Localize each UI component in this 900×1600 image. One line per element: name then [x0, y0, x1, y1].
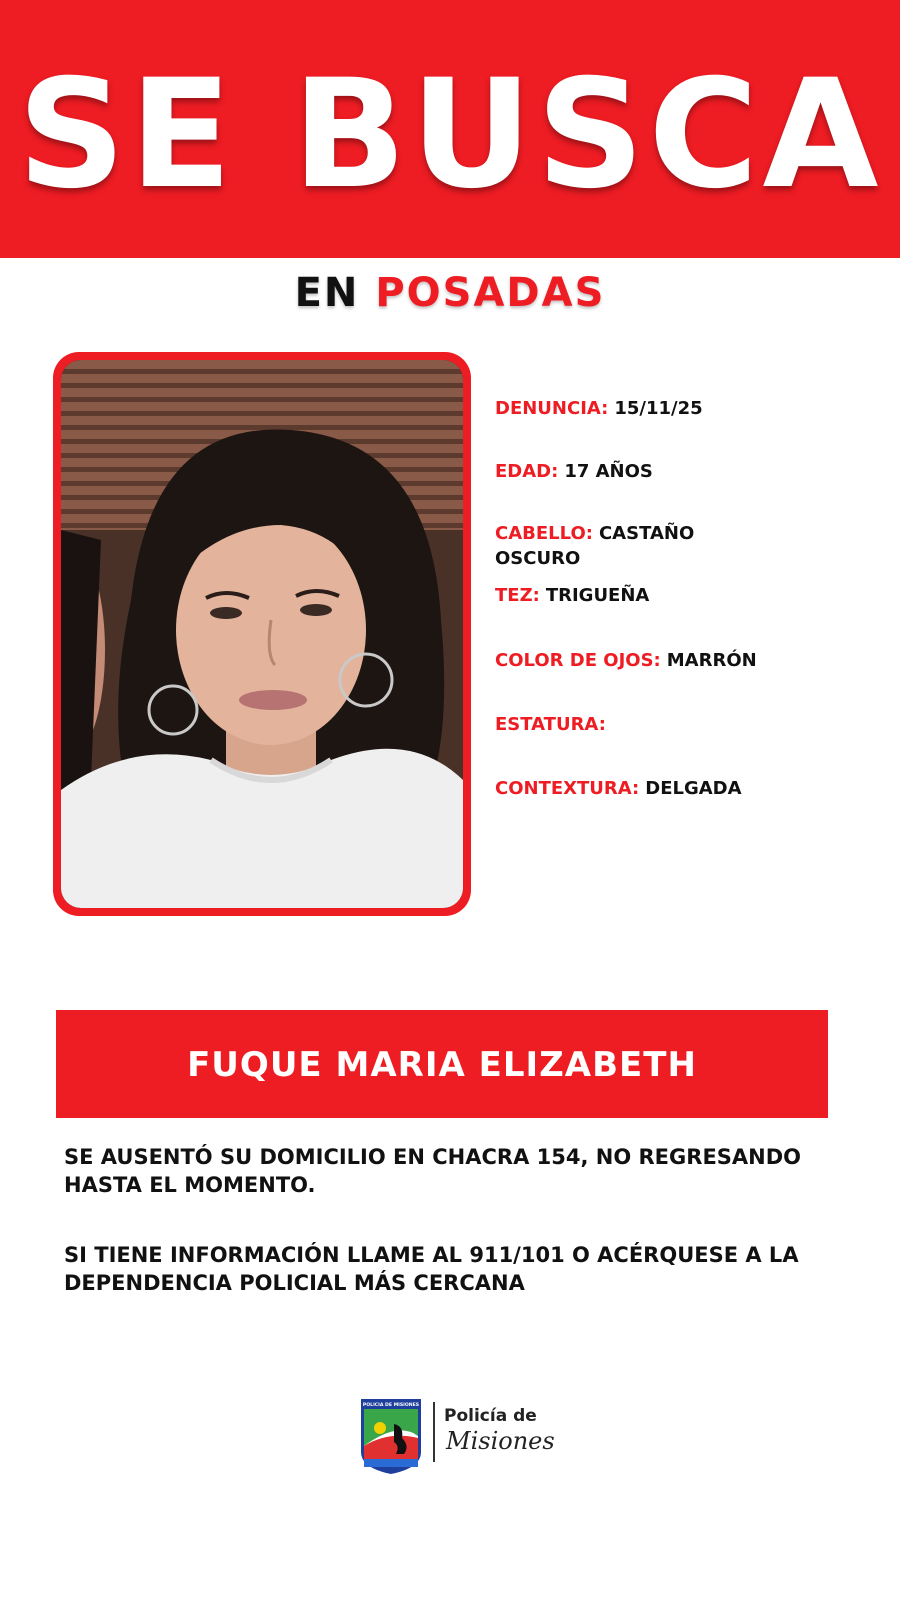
cabello-value-line1: CASTAÑO: [598, 523, 695, 544]
contextura-value: DELGADA: [645, 778, 742, 799]
contact-line-2: DEPENDENCIA POLICIAL MÁS CERCANA: [64, 1271, 525, 1295]
estatura-label: ESTATURA:: [495, 714, 606, 735]
detail-cabello: [495, 521, 855, 571]
detail-edad: [495, 459, 855, 484]
cabello-value-line2: OSCURO: [495, 548, 581, 569]
location-prefix: EN: [294, 270, 360, 316]
absence-paragraph: [64, 1143, 854, 1199]
ojos-value: MARRÓN: [666, 650, 757, 671]
ojos-label: COLOR DE OJOS:: [495, 650, 661, 671]
photo-frame: [53, 352, 471, 916]
detail-ojos: [495, 648, 855, 673]
person-photo: [61, 360, 463, 908]
footer-divider: [433, 1402, 435, 1462]
footer-org-line-2: Misiones: [446, 1427, 555, 1455]
contact-line-1: SI TIENE INFORMACIÓN LLAME AL 911/101 O ACÉRQUESE A LA: [64, 1243, 799, 1267]
location-city: POSADAS: [375, 270, 606, 316]
police-logo: [358, 1396, 558, 1480]
tez-label: TEZ:: [495, 585, 540, 606]
detail-denuncia: [495, 396, 855, 421]
absence-line-2: HASTA EL MOMENTO.: [64, 1173, 316, 1197]
detail-estatura: [495, 712, 855, 737]
absence-line-1: SE AUSENTÓ SU DOMICILIO EN CHACRA 154, NO REGRESANDO: [64, 1145, 802, 1169]
edad-value: 17 AÑOS: [564, 461, 653, 482]
denuncia-value: 15/11/25: [614, 398, 703, 419]
missing-person-name: FUQUE MARIA ELIZABETH: [187, 1045, 697, 1085]
footer-org-line-1: Policía de: [444, 1406, 537, 1426]
contextura-label: CONTEXTURA:: [495, 778, 640, 799]
detail-contextura: [495, 776, 855, 801]
police-shield-icon: [358, 1396, 424, 1476]
poster-title: SE BUSCA: [17, 48, 883, 222]
denuncia-label: DENUNCIA:: [495, 398, 609, 419]
tez-value: TRIGUEÑA: [545, 585, 650, 606]
detail-tez: [495, 583, 855, 608]
contact-paragraph: [64, 1241, 854, 1297]
location-subtitle: [0, 268, 900, 318]
edad-label: EDAD:: [495, 461, 559, 482]
cabello-label: CABELLO:: [495, 523, 593, 544]
badge-text: POLICIA DE MISIONES: [362, 1403, 420, 1408]
